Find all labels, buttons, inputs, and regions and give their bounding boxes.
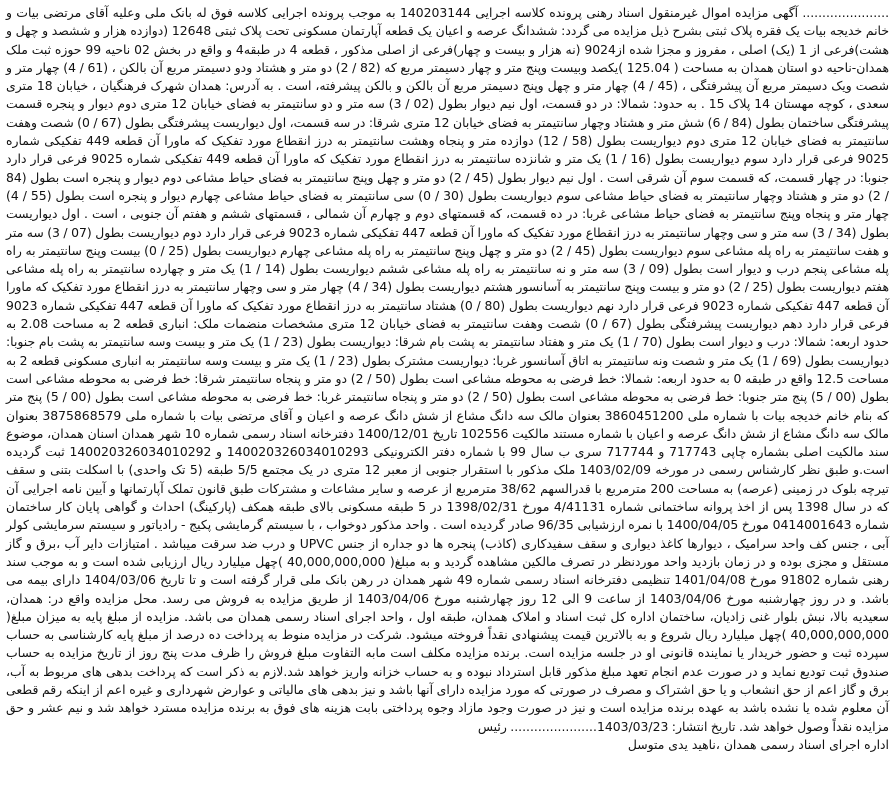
auction-notice-text: ...................... آگهی مزایده اموال غیرمنقول اسناد رهنی پرونده کلاسه اجرایی 140203144 به موجب پرونده اجرایی کلاسه فوق له بانک ملی وعلیه آقای مرتضی بیات و خانم خدیجه بیات یک فقره پلاک ثبتی بشرح ذیل مزایده می گردد: ششدانگ عرصه و اعیان یک قطعه آپارتمان مسکونی تحت پلاک ثبتی 12648 (دوازده هزار و ششصد و چهل و هشت)فرعی از 1 (یک) اصلی ، مفروز و مجزا شده از9024 (نه هزار و بیست و چهار)فرعی از اصلی مذکور ، قطعه 4 در طبقه4 و واقع در بخش 02 ناحیه 99 حوزه ثبت ملک همدان-ناحیه دو استان همدان به مساحت ( 125.04 )یکصد وبیست وپنج متر و چهار دسیمتر مربع که (82 / 2) دو متر و هشتاد ودو دسیمتر مربع آن بالکن ، (61 / 4) چهار متر و شصت ویک دسیمتر مربع آن پیشرفتگی ، (45 / 4) چهار متر و چهل وپنج دسیمتر مربع آن بالکن و بالکن پیشرفته، است . به آدرس: همدان شهرک فرهنگیان ، خیابان 18 متری سعدی ، کوچه مهستان 14 پلاک 15 . به حدود: شمالا: در دو قسمت، اول نیم دیوار بطول (02 / 3) سه متر و دو سانتیمتر به فضای خیابان 12 متری دوم دیوار و پنجره قسمت پیشرفتگی ساختمان بطول (84 / 6) شش متر و هشتاد وچهار سانتیمتر به فضای خیابان 12 متری شرقا: در سه قسمت، اول دیواریست پیشرفتگی بطول (67 / 0) شصت وهفت سانتیمتر به فضای خیابان 12 متری دوم دیواریست بطول (58 / 12) دوازده متر و پنجاه وهشت سانتیمتر به درز انقطاع مورد تفکیک که ماورا آن قطعه 449 تفکیکی شماره 9025 فرعی قرار دارد سوم دیواریست بطول (16 / 1) یک متر و شانزده سانتیمتر به درز انقطاع مورد تفکیک که ماورا آن قطعه 449 تفکیکی شماره 9025 فرعی قرار دارد جنوبا: در چهار قسمت، که قسمت سوم آن شرقی است . اول نیم دیوار بطول (45 / 2) دو متر و چهل وپنج سانتیمتر به فضای حیاط مشاعی دوم دیوار و پنجره است بطول (84 / 2) دو متر و هشتاد وچهار سانتیمتر به فضای حیاط مشاعی سوم دیواریست بطول (30 / 0) سی سانتیمتر به فضای حیاط مشاعی چهارم دیوار و پنجره است بطول (55 / 4) چهار متر و پنجاه وپنج سانتیمتر به فضای حیاط مشاعی غربا: در ده قسمت، که قسمتهای دوم و چهارم آن شمالی ، قسمتهای ششم و هفتم آن جنوبی ، است . اول دیواریست بطول (34 / 3) سه متر و سی وچهار سانتیمتر به درز انقطاع مورد تفکیک که ماورا آن قطعه 447 تفکیکی شماره 9023 فرعی قرار دارد دوم دیواریست بطول (07 / 3) سه متر و هفت سانتیمتر به راه پله مشاعی سوم دیواریست بطول (45 / 2) دو متر و چهل وپنج سانتیمتر به راه پله مشاعی چهارم دیواریست بطول (25 / 0) بیست وپنج سانتیمتر به راه پله مشاعی پنجم درب و دیوار است بطول (09 / 3) سه متر و نه سانتیمتر به راه پله مشاعی ششم دیواریست بطول (14 / 1) یک متر و چهارده سانتیمتر به راه پله مشاعی هفتم دیواریست بطول (25 / 2) دو متر و بیست وپنج سانتیمتر به آسانسور هشتم دیواریست بطول (34 / 4) چهار متر و سی وچهار سانتیمتر به درز انقطاع مورد تفکیک که ماورا آن قطعه 447 تفکیکی شماره 9023 فرعی قرار دارد نهم دیواریست بطول (80 / 0) هشتاد سانتیمتر به درز انقطاع مورد تفکیک که ماورا آن قطعه 447 تفکیکی شماره 9023 فرعی قرار دارد دهم دیواریست پیشرفتگی بطول (67 / 0) شصت وهفت سانتیمتر به فضای خیابان 12 متری مشخصات منضمات ملک: انباری قطعه 2 به مساحت 2.08 به حدود اربعه: شمالا: درب و دیوار است بطول (70 / 1) یک متر و هفتاد سانتیمتر به پشت بام شرقا: دیواریست بطول (23 / 1) یک متر و بیست وسه سانتیمتر به پشت بام جنوبا: دیواریست بطول (69 / 1) یک متر و شصت ونه سانتیمتر به اتاق آسانسور غربا: دیواریست مشترک بطول (23 / 1) یک متر و بیست وسه سانتیمتر به انباری مسکونی قطعه 2 به مساحت 12.5 واقع در طبقه 0 به حدود اربعه: شمالا: خط فرضی به محوطه مشاعی است بطول (50 / 2) دو متر و پنجاه سانتیمتر شرقا: خط فرضی به محوطه مشاعی است بطول (00 / 5) پنج متر جنوبا: خط فرضی به محوطه مشاعی است بطول (50 / 2) دو متر و پنجاه سانتیمتر غربا: خط فرضی به محوطه مشاعی است بطول (00 / 5) پنج متر که بنام خانم خدیجه بیات با شماره ملی 3860451200 بعنوان مالک سه دانگ مشاع از شش دانگ عرصه و اعیان و آقای مرتضی بیات با شماره ملی 3875868579 بعنوان مالک سه دانگ مشاع از شش دانگ عرصه و اعیان با شماره مستند مالکیت 102556 تاریخ 1400/12/01 دفترخانه اسناد رسمی شماره 10 شهر همدان اسنان همدان، موضوع سند مالکیت اصلی بشماره چاپی 717743 و 717744 سری ب سال 99 با شماره دفتر الکترونیکی 140020326034010293 و 140020326034010292 ثبت گردیده است.و طبق نظر کارشناس رسمی در مورخه 1403/02/09 ملک مذکور با استقرار جنوبی از معبر 12 متری در یک مجتمع 5/5 طبقه (5 تک واحدی) با اسکلت بتنی و سقف تیرچه بلوک در زمینی (عرصه) به مساحت 200 مترمربع با قدرالسهم 38/62 مترمربع از عرصه و سایر مشاعات و مشترکات طبق قانون تملک آپارتمانها و آیین نامه اجرایی آن که در سال 1398 پس از اخذ پروانه ساختمانی شماره 4/41131 مورخ 1398/02/31 در 5 طبقه مسکونی بالای طبقه همکف (پارکینگ) احداث و گواهی پایان کار ساختمان شماره 0414001643 مورخ 1400/04/05 با نمره ارزشیابی 96/35 صادر گردیده است . واحد مذکور دوخواب ، با سیستم گرمایشی پکیج - رادیاتور و سیستم سرمایشی کولر آبی ، جنس کف واحد سرامیک ، دیوارها کاغذ دیواری و سقف سفیدکاری (کاذب) پنجره ها دو جداره از جنس UPVC و درب ضد سرقت میباشد . امتیازات دایر آب ،برق و گاز مستقل و مجزی بوده و در زمان بازدید واحد موردنظر در تصرف مالکین مشاهده گردید و به مبلغ( 40,000,000,000 )چهل میلیارد ریال ارزیابی شده است و به موجب سند رهنی شماره 91802 مورخ 1401/04/08 تنظیمی دفترخانه اسناد رسمی شماره 49 شهر همدان در رهن بانک ملی قرار گرفته است و تا تاریخ 1404/03/06 دارای بیمه می باشد. و در روز چهارشنبه مورخ 1403/04/06 از ساعت 9 الی 12 روز چهارشنبه مورخ 1403/04/06 از طریق مزایده به فروش می رسد. محل مزایده واقع در: همدان، سعیدیه بالا، نبش بلوار غنی زادیان، ساختمان اداره کل ثبت اسناد و املاک همدان، طبقه اول ، واحد اجرای اسناد رسمی همدان می باشد. مزایده از مبلغ پایه به میزان مبلغ( 40,000,000,000 )چهل میلیارد ریال شروع و به بالاترین قیمت پیشنهادی نقداً فروخته میشود. شرکت در مزایده منوط به پرداخت ده درصد از مبلغ پایه کارشناسی به حساب سپرده ثبت و حضور خریدار یا نماینده قانونی او در جلسه مزایده است. برنده مزایده مکلف است مابه التفاوت مبلغ فروش را ظرف مدت پنج روز از تاریخ مزایده به حساب صندوق ثبت تودیع نماید و در صورت عدم انجام تعهد مبلغ مذکور قابل استرداد نبوده و به حساب خزانه واریز خواهد شد.لازم به ذکر است که پرداخت بدهی های مربوط به آب، برق و گاز اعم از حق انشعاب و یا حق اشتراک و مصرف در صورتی که مورد مزایده دارای آنها باشد و نیز بدهی های مالیاتی و عوارض شهرداری و غیره اعم از اینکه رقم قطعی آن معلوم شده یا نشده باشد به عهده برنده مزایده است و نیز در صورت وجود مازاد وجوه پرداختی بابت هزینه های فوق به برنده مزایده مسترد خواهد شد و نیم عشر و حق مزایده نقداً وصول خواهد شد. تاریخ انتشار: 1403/03/23...................... رئیس [6,5,890,734]
notice-signature: اداره اجرای اسناد رسمی همدان ،ناهید یدی متوسل [627,736,889,752]
